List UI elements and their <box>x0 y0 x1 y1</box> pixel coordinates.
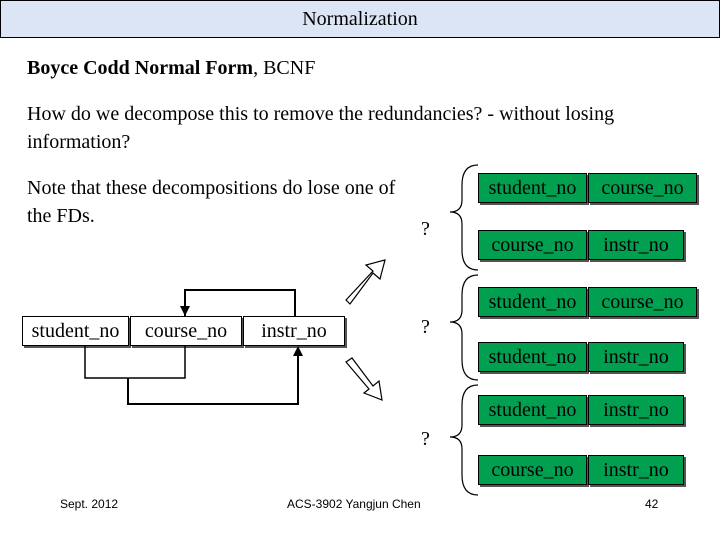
hollow-arrow-down <box>346 358 382 400</box>
slide-title-text: Normalization <box>302 7 418 30</box>
brace-2 <box>450 275 478 380</box>
hollow-arrow-up <box>346 260 385 304</box>
footer-page-number: 42 <box>645 497 659 511</box>
decomp-3-table-2-attr-1: course_no <box>478 455 587 485</box>
decomp-2-table-2-attr-2: instr_no <box>588 342 684 372</box>
decomposition-2-mark: ? <box>421 316 430 338</box>
question-text: How do we decompose this to remove the redundancies? - without losing information? <box>27 103 615 153</box>
decomp-3-table-1-attr-2: instr_no <box>588 395 684 425</box>
decomp-1-table-2-attr-2: instr_no <box>588 230 684 260</box>
decomp-1-table-1-attr-1: student_no <box>478 173 587 203</box>
decomp-2-table-2-attr-1: student_no <box>478 342 587 372</box>
relation-attr-course-no: course_no <box>130 316 242 346</box>
decomposition-1-mark: ? <box>421 218 430 240</box>
brace-3 <box>450 385 478 495</box>
decomp-2-table-1-attr-2: course_no <box>588 287 697 317</box>
brace-1 <box>450 165 478 270</box>
decomp-2-table-1-attr-1: student_no <box>478 287 587 317</box>
relation-attr-student-no: student_no <box>22 316 129 346</box>
heading-bold: Boyce Codd Normal Form <box>27 57 254 79</box>
fd-arrowhead-bottom <box>293 346 303 356</box>
decomposition-3-mark: ? <box>421 428 430 450</box>
footer-course: ACS-3902 Yangjun Chen <box>287 497 421 511</box>
decomp-1-table-1-attr-2: course_no <box>588 173 697 203</box>
decomp-3-table-1-attr-1: student_no <box>478 395 587 425</box>
heading-rest: , BCNF <box>253 57 316 79</box>
fd-arrowhead-top <box>180 306 190 316</box>
fd-course-to-instr <box>185 290 295 316</box>
footer-date: Sept. 2012 <box>60 497 119 511</box>
decomp-1-table-2-attr-1: course_no <box>478 230 587 260</box>
note-text: Note that these decompositions do lose one of the FDs. <box>27 177 396 227</box>
decomp-3-table-2-attr-2: instr_no <box>588 455 684 485</box>
fd-student-to-instr <box>128 356 298 404</box>
relation-attr-instr-no: instr_no <box>243 316 345 346</box>
fd-student-to-course <box>85 346 185 378</box>
